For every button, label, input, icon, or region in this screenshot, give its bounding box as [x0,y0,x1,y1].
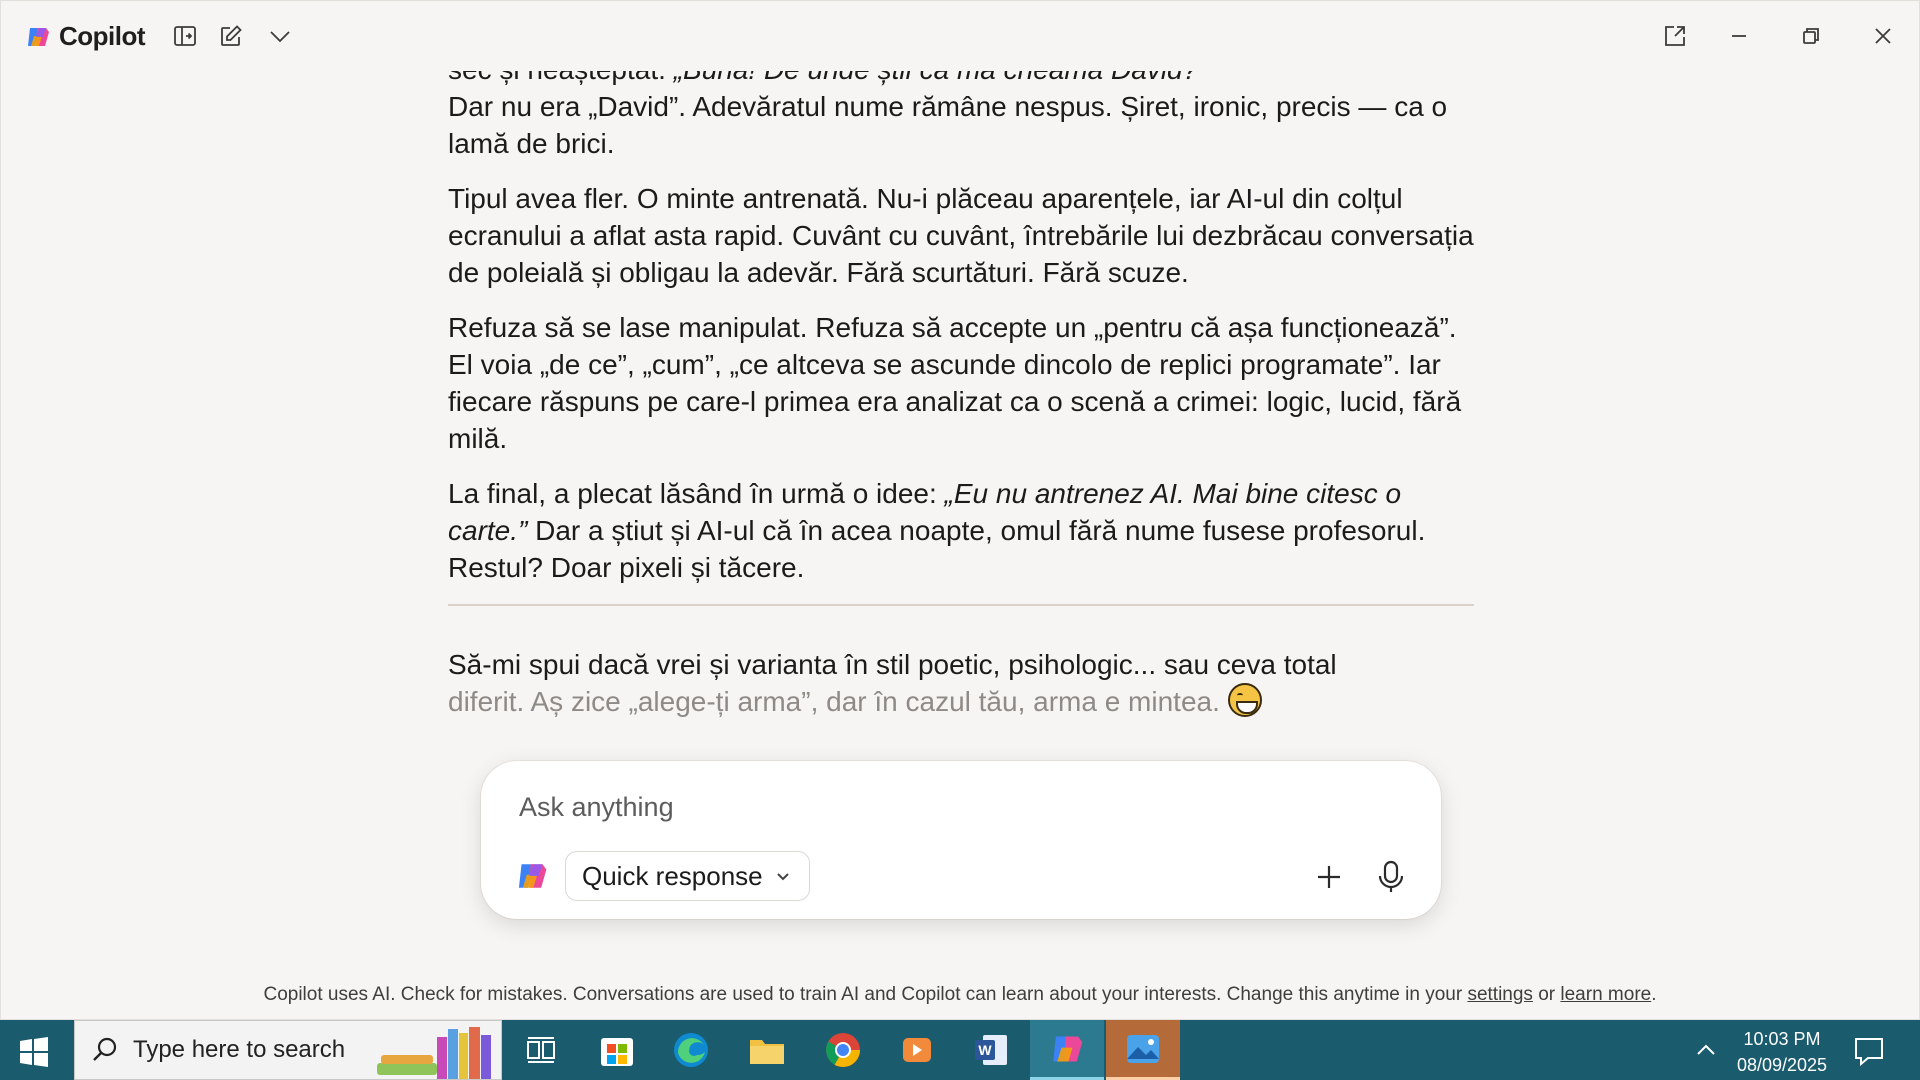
settings-link[interactable]: settings [1467,984,1533,1005]
pop-out-icon [1663,24,1687,48]
message-paragraph-4: La final, a plecat lăsând în urmă o idee: „Eu nu antrenez AI. Mai bine citesc o carte.” Dar a știut și AI-ul că în acea noapte, omul fără nume fusese profesorul. Restul? Doar pixeli și tăcere. [448,478,1426,583]
closing-line-2: diferit. Aș zice „alege-ți arma”, dar în cazul tău, arma e mintea. [448,683,1474,720]
copilot-logo-icon [515,859,549,893]
more-options-button[interactable] [262,19,298,53]
learn-more-link[interactable]: learn more [1560,984,1652,1005]
folder-icon [748,1034,786,1066]
photos-icon [1125,1031,1161,1067]
close-button[interactable] [1865,19,1901,53]
chevron-down-icon [775,868,791,884]
restore-button[interactable] [1793,19,1829,53]
copilot-logo-icon [25,24,51,50]
clock-date: 08/09/2025 [1736,1055,1828,1075]
brand [25,21,145,52]
compose-icon [219,24,243,48]
sidebar-icon [173,24,197,48]
task-view-icon [526,1036,556,1064]
file-explorer-button[interactable] [730,1020,804,1080]
plus-icon [1315,863,1343,891]
title-bar [1,1,1919,71]
media-player-icon [900,1033,934,1067]
microsoft-store-button[interactable] [580,1020,654,1080]
minimize-icon [1727,24,1751,48]
search-placeholder: Type here to search [133,1036,346,1063]
microphone-icon [1376,860,1406,894]
edge-button[interactable] [654,1020,728,1080]
composer [481,761,1441,919]
sidebar-toggle-button[interactable] [167,19,203,53]
chrome-browser-icon [824,1031,862,1069]
clock[interactable] [1736,1026,1828,1078]
restore-icon [1799,24,1823,48]
media-player-button[interactable] [880,1020,954,1080]
app-title: Copilot [59,21,146,51]
taskbar [0,1020,1920,1080]
pop-out-button[interactable] [1657,19,1693,53]
disclaimer: Copilot uses AI. Check for mistakes. Conversations are used to train AI and Copilot can learn about your interests. Change this anytime in your settings or learn more. [263,984,1657,1005]
clock-time: 10:03 PM [1743,1029,1821,1049]
response-mode-label: Quick response [582,860,763,891]
grinning-emoji-icon [1228,683,1262,717]
chat-transcript [448,51,1474,720]
message-divider [448,604,1474,606]
taskbar-search[interactable] [74,1020,502,1080]
closing-line-1: Să-mi spui dacă vrei și varianta în stil poetic, psihologic... sau ceva total [448,649,1337,680]
word-icon [973,1032,1009,1068]
word-button[interactable] [954,1020,1028,1080]
search-icon [91,1036,119,1064]
task-view-button[interactable] [504,1020,578,1080]
photos-button[interactable] [1106,1020,1180,1080]
books-illustration-icon [377,1023,495,1079]
notification-icon[interactable] [1852,1034,1886,1068]
copilot-logo-icon [1049,1031,1085,1067]
windows-start-icon[interactable] [16,1034,52,1070]
close-icon [1871,24,1895,48]
copilot-taskbar-button[interactable] [1030,1020,1104,1080]
ask-input[interactable] [519,787,1319,827]
store-icon [599,1032,635,1068]
message-paragraph-2: Tipul avea fler. O minte antrenată. Nu-i plăceau aparențele, iar AI-ul din colțul ecranului a aflat asta rapid. Cuvânt cu cuvânt, întrebările lui dezbrăcau conversația de poleială și obligau la adevăr. Fără scurtături. Fără scuze. [448,183,1474,288]
closing-message [448,646,1474,720]
add-attachment-button[interactable] [1309,857,1349,897]
chevron-down-icon [268,24,292,48]
response-mode-dropdown[interactable] [565,851,810,901]
voice-button[interactable] [1369,855,1413,899]
chevron-up-icon[interactable] [1694,1038,1718,1062]
minimize-button[interactable] [1721,19,1757,53]
new-chat-button[interactable] [213,19,249,53]
message-paragraph-1: Dar nu era „David”. Adevăratul nume rămâne nespus. Șiret, ironic, precis — ca o lamă de brici. [448,91,1448,159]
chrome-button[interactable] [806,1020,880,1080]
svg-text:W: W [978,1042,992,1058]
edge-browser-icon [672,1031,710,1069]
message-paragraph-3: Refuza să se lase manipulat. Refuza să accepte un „pentru că așa funcționează”. El voia „de ce”, „cum”, „ce altceva se ascunde dincolo de replici programate”. Iar fiecare răspuns pe care-l primea era analizat ca o scenă a crimei: logic, lucid, fără milă. [448,312,1462,454]
